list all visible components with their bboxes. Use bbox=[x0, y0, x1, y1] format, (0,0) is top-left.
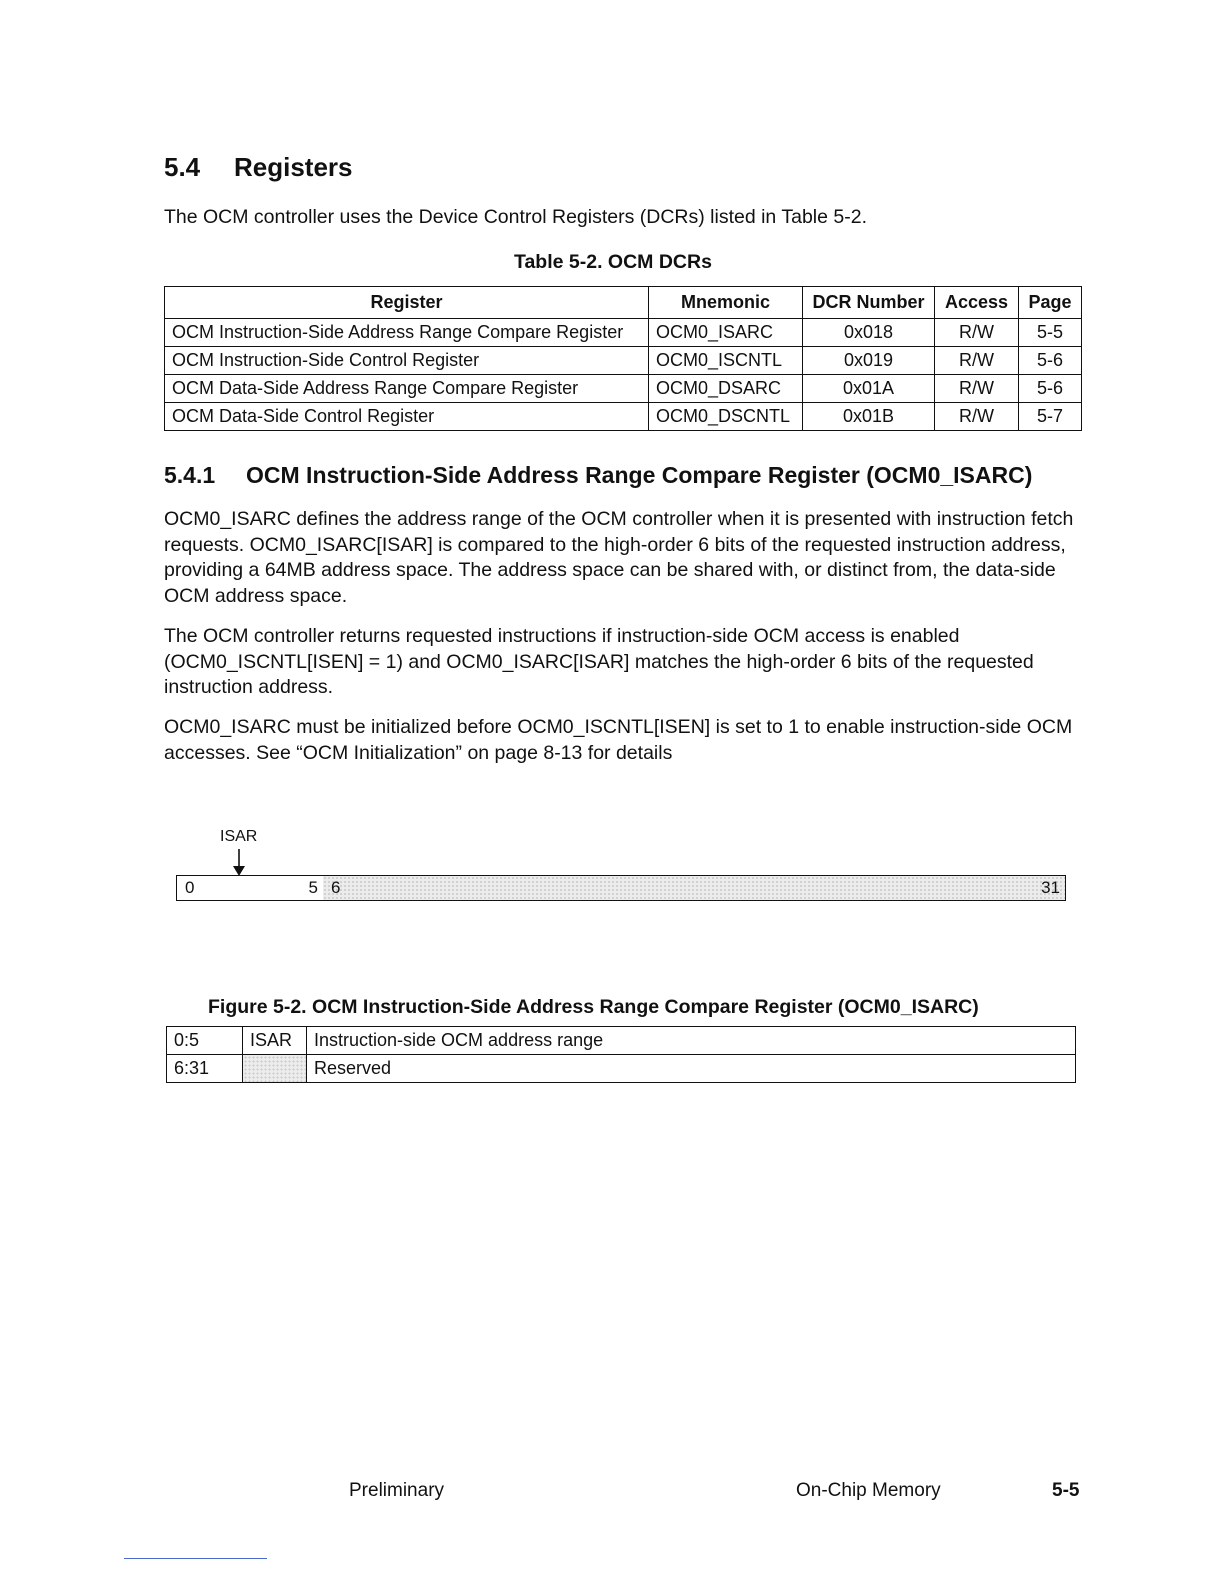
cell-dcr-number: 0x01A bbox=[803, 375, 935, 403]
section-heading bbox=[164, 152, 353, 183]
header-dcr-number: DCR Number bbox=[803, 287, 935, 319]
field-bits: 0:5 bbox=[167, 1027, 243, 1055]
page-number: 5-5 bbox=[1052, 1480, 1080, 1501]
cell-register: OCM Instruction-Side Address Range Compare Register bbox=[165, 319, 649, 347]
subsection-title: OCM Instruction-Side Address Range Compare Register (OCM0_ISARC) bbox=[246, 462, 1033, 488]
table-row bbox=[165, 403, 1082, 431]
bit-label-5: 5 bbox=[308, 878, 318, 897]
reserved-field bbox=[323, 876, 1065, 900]
field-name-reserved bbox=[243, 1055, 307, 1083]
footer-status: Preliminary bbox=[349, 1480, 445, 1501]
subsection-heading bbox=[164, 462, 1032, 489]
cell-page: 5-6 bbox=[1019, 347, 1082, 375]
cell-dcr-number: 0x01B bbox=[803, 403, 935, 431]
paragraph-isarc-behavior: The OCM controller returns requested instructions if instruction-side OCM access is enabled (OCM0_ISCNTL[ISEN] = 1) and OCM0_ISARC[ISAR] matches the high-order 6 bits of the requested instruction address. bbox=[164, 625, 1034, 698]
isar-field bbox=[177, 876, 324, 900]
field-name: ISAR bbox=[243, 1027, 307, 1055]
cell-page: 5-7 bbox=[1019, 403, 1082, 431]
bit-label-0: 0 bbox=[185, 878, 195, 897]
field-bits: 6:31 bbox=[167, 1055, 243, 1083]
header-register: Register bbox=[165, 287, 649, 319]
cell-dcr-number: 0x018 bbox=[803, 319, 935, 347]
isar-field-label: ISAR bbox=[220, 828, 258, 845]
cell-access: R/W bbox=[935, 403, 1019, 431]
field-description: Reserved bbox=[307, 1055, 1076, 1083]
cell-register: OCM Data-Side Control Register bbox=[165, 403, 649, 431]
down-arrow-icon bbox=[229, 849, 249, 877]
field-description-table bbox=[166, 1026, 1076, 1083]
cell-page: 5-6 bbox=[1019, 375, 1082, 403]
cell-mnemonic: OCM0_ISCNTL bbox=[649, 347, 803, 375]
footer-chapter: On-Chip Memory bbox=[796, 1480, 941, 1501]
table-row bbox=[167, 1027, 1076, 1055]
table-row bbox=[165, 319, 1082, 347]
section-title: Registers bbox=[234, 152, 353, 182]
cell-dcr-number: 0x019 bbox=[803, 347, 935, 375]
table-header-row bbox=[165, 287, 1082, 319]
cell-access: R/W bbox=[935, 319, 1019, 347]
divider bbox=[124, 1558, 267, 1559]
field-description: Instruction-side OCM address range bbox=[307, 1027, 1076, 1055]
section-number: 5.4 bbox=[164, 152, 201, 182]
cell-access: R/W bbox=[935, 375, 1019, 403]
section-intro: The OCM controller uses the Device Control Registers (DCRs) listed in Table 5-2. bbox=[164, 206, 867, 228]
cell-mnemonic: OCM0_DSARC bbox=[649, 375, 803, 403]
bit-label-6: 6 bbox=[331, 878, 341, 897]
dcr-table bbox=[164, 286, 1082, 431]
cell-access: R/W bbox=[935, 347, 1019, 375]
cell-mnemonic: OCM0_DSCNTL bbox=[649, 403, 803, 431]
header-mnemonic: Mnemonic bbox=[649, 287, 803, 319]
register-bit-diagram bbox=[176, 875, 1066, 901]
table-caption: Table 5-2. OCM DCRs bbox=[514, 251, 712, 273]
paragraph-isarc-definition: OCM0_ISARC defines the address range of the OCM controller when it is presented with instruction fetch requests. OCM0_ISARC[ISAR] is compared to the high-order 6 bits of the requested instruction address, providing a 64MB address space. The address space can be shared with, or distinct from, the data-side OCM address space. bbox=[164, 508, 1074, 607]
table-row bbox=[165, 375, 1082, 403]
figure-caption: Figure 5-2. OCM Instruction-Side Address Range Compare Register (OCM0_ISARC) bbox=[208, 996, 979, 1018]
paragraph-isarc-initialization: OCM0_ISARC must be initialized before OCM0_ISCNTL[ISEN] is set to 1 to enable instruction-side OCM accesses. See “OCM Initialization” on page 8-13 for details bbox=[164, 716, 1073, 764]
bit-label-31: 31 bbox=[1041, 878, 1060, 897]
cell-register: OCM Instruction-Side Control Register bbox=[165, 347, 649, 375]
header-access: Access bbox=[935, 287, 1019, 319]
header-page: Page bbox=[1019, 287, 1082, 319]
table-row bbox=[165, 347, 1082, 375]
table-row bbox=[167, 1055, 1076, 1083]
cell-page: 5-5 bbox=[1019, 319, 1082, 347]
cell-mnemonic: OCM0_ISARC bbox=[649, 319, 803, 347]
cell-register: OCM Data-Side Address Range Compare Register bbox=[165, 375, 649, 403]
subsection-number: 5.4.1 bbox=[164, 462, 216, 488]
